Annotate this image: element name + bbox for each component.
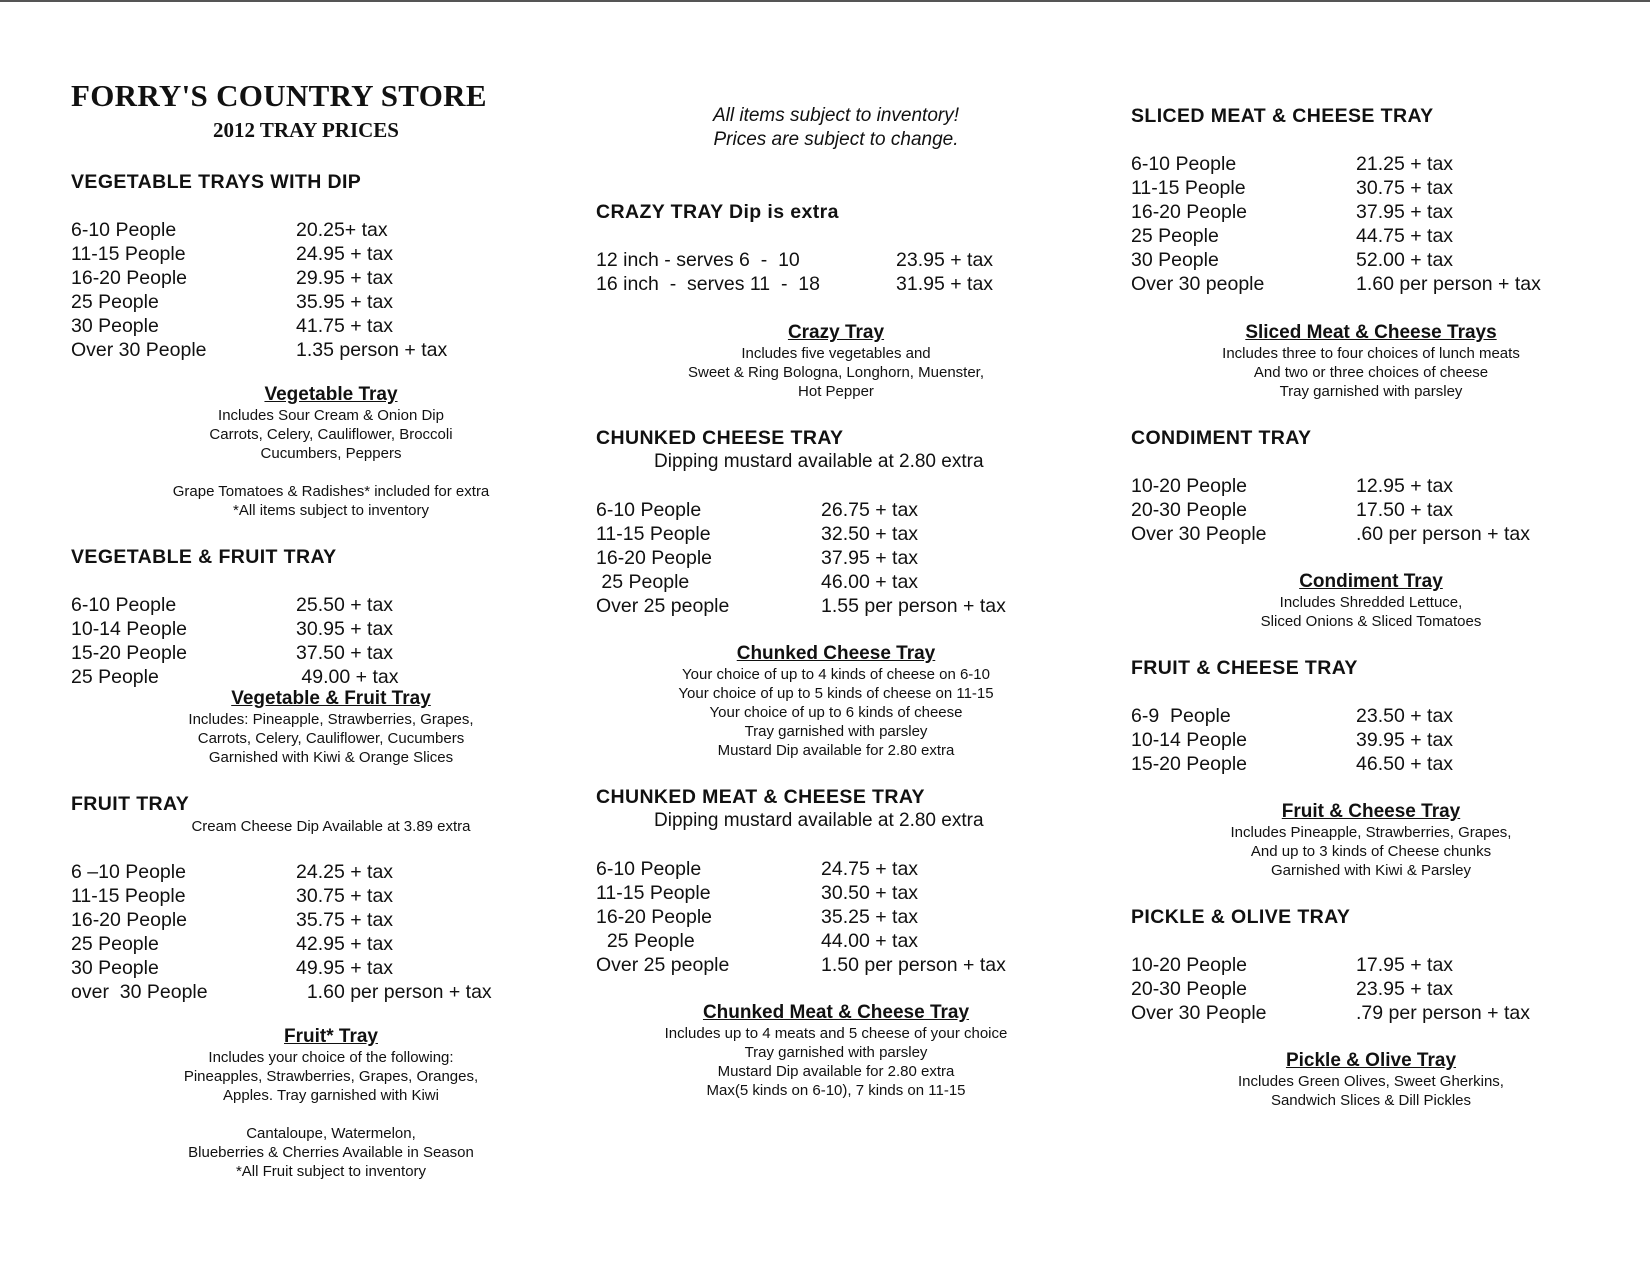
price-row [71, 956, 591, 980]
party-size: 6 –10 People [71, 861, 186, 883]
price: 17.95 + tax [1356, 954, 1454, 976]
section-vegetable-fruit-tray [71, 545, 591, 689]
price: 23.95 + tax [896, 249, 994, 271]
price-row [71, 665, 591, 689]
party-size: 30 People [71, 957, 159, 979]
price: 44.00 + tax [821, 930, 919, 952]
party-size: 25 People [596, 571, 690, 593]
price: 41.75 + tax [296, 315, 394, 337]
description-title: Chunked Meat & Cheese Tray [702, 1002, 970, 1023]
price: 1.60 per person + tax [296, 981, 492, 1003]
price-table [71, 860, 591, 1004]
description-title: Fruit* Tray [284, 1026, 378, 1047]
price: 1.35 person + tax [296, 339, 448, 361]
notice-line: All items subject to inventory! [712, 105, 960, 126]
party-size: 11-15 People [596, 523, 711, 545]
party-size: 16-20 People [1131, 201, 1248, 223]
section-title: FRUIT TRAY [71, 793, 190, 815]
price: 24.95 + tax [296, 243, 394, 265]
party-size: Over 25 people [596, 954, 730, 976]
party-size: Over 30 People [1131, 1002, 1267, 1024]
price-row [71, 242, 591, 266]
price: 44.75 + tax [1356, 225, 1454, 247]
party-size: 6-10 People [596, 858, 702, 880]
price-row [1131, 977, 1631, 1001]
description-line: Cucumbers, Peppers [260, 445, 402, 462]
section-condiment-tray [1131, 426, 1631, 546]
price-row [596, 570, 1096, 594]
price-table [1131, 704, 1631, 776]
price: 35.95 + tax [296, 291, 394, 313]
description-line: Includes your choice of the following: [208, 1049, 454, 1066]
pickle-olive-tray-description [1131, 1050, 1611, 1110]
description-line: Tray garnished with parsley [1279, 383, 1463, 400]
party-size: 12 inch - serves 6 - 10 [596, 249, 800, 271]
price-row [1131, 272, 1631, 296]
price-row [1131, 176, 1631, 200]
description-title: Vegetable & Fruit Tray [231, 688, 431, 709]
party-size: 20-30 People [1131, 499, 1248, 521]
description-line: Grape Tomatoes & Radishes* included for extra [172, 483, 490, 500]
description-title: Fruit & Cheese Tray [1281, 801, 1461, 822]
description-line: Includes: Pineapple, Strawberries, Grapes, [188, 711, 474, 728]
party-size: 16-20 People [71, 267, 188, 289]
price: 17.50 + tax [1356, 499, 1454, 521]
condiment-tray-description [1131, 571, 1611, 631]
party-size: 6-10 People [1131, 153, 1237, 175]
party-size: 6-9 People [1131, 705, 1231, 727]
crazy-tray-description [596, 322, 1076, 401]
price: 1.50 per person + tax [821, 954, 1006, 976]
section-title: FRUIT & CHEESE TRAY [1131, 657, 1358, 679]
description-line: Sliced Onions & Sliced Tomatoes [1260, 613, 1482, 630]
description-line: Garnished with Kiwi & Orange Slices [208, 749, 454, 766]
price: 20.25+ tax [296, 219, 388, 241]
party-size: 10-20 People [1131, 954, 1248, 976]
party-size: 6-10 People [71, 594, 177, 616]
description-line: Blueberries & Cherries Available in Season [188, 1144, 474, 1161]
description-line: Carrots, Celery, Cauliflower, Cucumbers [197, 730, 465, 747]
price: 37.95 + tax [821, 547, 919, 569]
description-line: Includes five vegetables and [741, 345, 931, 362]
description-line: Apples. Tray garnished with Kiwi [223, 1087, 439, 1104]
party-size: 15-20 People [1131, 753, 1248, 775]
party-size: Over 30 people [1131, 273, 1265, 295]
party-size: 20-30 People [1131, 978, 1248, 1000]
description-line: Max(5 kinds on 6-10), 7 kinds on 11-15 [706, 1082, 966, 1099]
price-row [1131, 498, 1631, 522]
section-fruit-cheese-tray [1131, 656, 1631, 776]
price-table [71, 593, 591, 689]
party-size: 6-10 People [596, 499, 702, 521]
price: 42.95 + tax [296, 933, 394, 955]
price-row [71, 908, 591, 932]
price-row [1131, 200, 1631, 224]
chunked-cheese-tray-description [596, 643, 1076, 760]
price: 24.75 + tax [821, 858, 919, 880]
price-row [596, 522, 1096, 546]
party-size: Over 30 People [71, 339, 207, 361]
party-size: 30 People [1131, 249, 1219, 271]
price: 31.95 + tax [896, 273, 994, 295]
price: .60 per person + tax [1356, 523, 1530, 545]
price-row [71, 884, 591, 908]
price-row [71, 314, 591, 338]
price: 12.95 + tax [1356, 475, 1454, 497]
party-size: 11-15 People [71, 243, 186, 265]
price: 23.50 + tax [1356, 705, 1454, 727]
price: 52.00 + tax [1356, 249, 1454, 271]
description-line: *All Fruit subject to inventory [235, 1163, 427, 1180]
party-size: 30 People [71, 315, 159, 337]
description-title: Condiment Tray [1299, 571, 1443, 592]
description-line: Sandwich Slices & Dill Pickles [1270, 1092, 1472, 1109]
section-title: VEGETABLE TRAYS WITH DIP [71, 171, 362, 193]
party-size: 10-20 People [1131, 475, 1248, 497]
description-line: Your choice of up to 4 kinds of cheese on 6-10 [682, 666, 990, 683]
description-line: Garnished with Kiwi & Parsley [1270, 862, 1472, 879]
price-row [1131, 152, 1631, 176]
section-sliced-meat-cheese-tray [1131, 104, 1631, 296]
price-row [71, 980, 591, 1004]
price: 30.75 + tax [1356, 177, 1454, 199]
price-row [596, 857, 1096, 881]
price-row [596, 498, 1096, 522]
vegetable-tray-description [71, 384, 591, 520]
description-line: Includes three to four choices of lunch meats [1222, 345, 1520, 362]
section-title: CHUNKED MEAT & CHEESE TRAY [596, 786, 925, 808]
price-row [71, 617, 591, 641]
price-row [71, 860, 591, 884]
description-line: Mustard Dip available for 2.80 extra [717, 1063, 955, 1080]
section-chunked-cheese-tray [596, 426, 1096, 618]
description-line: *All items subject to inventory [233, 502, 429, 519]
price-row [1131, 728, 1631, 752]
price: 24.25 + tax [296, 861, 394, 883]
description-line: Pineapples, Strawberries, Grapes, Oranges, [183, 1068, 479, 1085]
description-line: Includes Shredded Lettuce, [1279, 594, 1463, 611]
party-size: 11-15 People [596, 882, 711, 904]
party-size: 25 People [596, 930, 695, 952]
price-row [596, 881, 1096, 905]
price-row [1131, 752, 1631, 776]
price-row [596, 546, 1096, 570]
party-size: 10-14 People [1131, 729, 1248, 751]
price: 46.50 + tax [1356, 753, 1454, 775]
price-row [596, 248, 1096, 272]
inventory-notice [596, 104, 1076, 152]
description-line: Includes Sour Cream & Onion Dip [218, 407, 444, 424]
description-title: Sliced Meat & Cheese Trays [1245, 322, 1497, 343]
section-chunked-meat-cheese-tray [596, 785, 1096, 977]
description-line: Sweet & Ring Bologna, Longhorn, Muenster, [687, 364, 985, 381]
price-row [71, 593, 591, 617]
description-line: Includes Green Olives, Sweet Gherkins, [1238, 1073, 1504, 1090]
party-size: 16-20 People [71, 909, 188, 931]
description-line: Your choice of up to 5 kinds of cheese on 11-15 [678, 685, 994, 702]
description-line: Cantaloupe, Watermelon, [246, 1125, 416, 1142]
party-size: 25 People [71, 933, 159, 955]
price-row [596, 594, 1096, 618]
party-size: 16-20 People [596, 547, 713, 569]
party-size: over 30 People [71, 981, 208, 1003]
party-size: 11-15 People [71, 885, 186, 907]
party-size: Over 25 people [596, 595, 730, 617]
price-row [1131, 474, 1631, 498]
price-row [1131, 704, 1631, 728]
price: 37.95 + tax [1356, 201, 1454, 223]
price-row [1131, 522, 1631, 546]
top-border [0, 0, 1650, 2]
description-line: Includes Pineapple, Strawberries, Grapes, [1230, 824, 1512, 841]
price: 49.00 + tax [296, 666, 399, 688]
price-row [1131, 224, 1631, 248]
description-line: And up to 3 kinds of Cheese chunks [1250, 843, 1492, 860]
party-size: 16 inch - serves 11 - 18 [596, 273, 820, 295]
section-subtitle: Dipping mustard available at 2.80 extra [654, 451, 984, 472]
description-line: Tray garnished with parsley [744, 1044, 928, 1061]
price: 21.25 + tax [1356, 153, 1454, 175]
section-vegetable-trays [71, 170, 591, 362]
price-table [1131, 474, 1631, 546]
price-table [596, 857, 1096, 977]
section-title: CRAZY TRAY Dip is extra [596, 201, 839, 223]
party-size: 10-14 People [71, 618, 188, 640]
price: 1.55 per person + tax [821, 595, 1006, 617]
price-row [596, 929, 1096, 953]
price-row [71, 290, 591, 314]
price-table [596, 248, 1096, 296]
price-row [1131, 1001, 1631, 1025]
vegetable-fruit-tray-description [71, 688, 591, 767]
price: 30.75 + tax [296, 885, 394, 907]
section-subtitle: Cream Cheese Dip Available at 3.89 extra [191, 818, 471, 835]
party-size: Over 30 People [1131, 523, 1267, 545]
section-crazy-tray [596, 200, 1096, 296]
chunked-meat-cheese-tray-description [596, 1002, 1076, 1100]
fruit-tray-description [71, 1026, 591, 1181]
section-fruit-tray [71, 792, 591, 1004]
price-row [1131, 248, 1631, 272]
price: 23.95 + tax [1356, 978, 1454, 1000]
party-size: 25 People [1131, 225, 1219, 247]
description-line: Hot Pepper [798, 383, 874, 400]
price-row [596, 272, 1096, 296]
fruit-cheese-tray-description [1131, 801, 1611, 880]
section-subtitle: Dipping mustard available at 2.80 extra [654, 810, 984, 831]
store-name: FORRY'S COUNTRY STORE [71, 78, 487, 113]
description-title: Chunked Cheese Tray [736, 643, 936, 664]
description-line: Mustard Dip available for 2.80 extra [717, 742, 955, 759]
price-table [1131, 152, 1631, 296]
price-row [596, 905, 1096, 929]
price: 37.50 + tax [296, 642, 394, 664]
description-title: Pickle & Olive Tray [1285, 1050, 1457, 1071]
price: 46.00 + tax [821, 571, 919, 593]
price-row [71, 266, 591, 290]
description-line: Includes up to 4 meats and 5 cheese of your choice [664, 1025, 1008, 1042]
price-table [596, 498, 1096, 618]
price-list-subtitle: 2012 TRAY PRICES [213, 118, 399, 142]
spacer [71, 463, 591, 482]
section-title: PICKLE & OLIVE TRAY [1131, 906, 1351, 928]
party-size: 11-15 People [1131, 177, 1246, 199]
price: 30.95 + tax [296, 618, 394, 640]
price-row [71, 218, 591, 242]
description-title: Vegetable Tray [264, 384, 398, 405]
spacer [71, 1105, 591, 1124]
price: 35.25 + tax [821, 906, 919, 928]
party-size: 6-10 People [71, 219, 177, 241]
price-row [71, 932, 591, 956]
party-size: 25 People [71, 291, 159, 313]
section-title: SLICED MEAT & CHEESE TRAY [1131, 105, 1434, 127]
section-title: CONDIMENT TRAY [1131, 427, 1312, 449]
description-line: Tray garnished with parsley [744, 723, 928, 740]
section-title: CHUNKED CHEESE TRAY [596, 427, 844, 449]
price: 25.50 + tax [296, 594, 394, 616]
price-row [596, 953, 1096, 977]
price-table [71, 218, 591, 362]
party-size: 15-20 People [71, 642, 188, 664]
price: 29.95 + tax [296, 267, 394, 289]
price: 35.75 + tax [296, 909, 394, 931]
sliced-meat-cheese-tray-description [1131, 322, 1611, 401]
price: 30.50 + tax [821, 882, 919, 904]
description-line: Carrots, Celery, Cauliflower, Broccoli [209, 426, 453, 443]
price: 39.95 + tax [1356, 729, 1454, 751]
price-row [1131, 953, 1631, 977]
price: 32.50 + tax [821, 523, 919, 545]
price: 1.60 per person + tax [1356, 273, 1541, 295]
price: 49.95 + tax [296, 957, 394, 979]
description-line: And two or three choices of cheese [1253, 364, 1489, 381]
price-row [71, 641, 591, 665]
notice-line: Prices are subject to change. [713, 129, 959, 150]
price: 26.75 + tax [821, 499, 919, 521]
description-line: Your choice of up to 6 kinds of cheese [709, 704, 963, 721]
price: .79 per person + tax [1356, 1002, 1530, 1024]
description-title: Crazy Tray [787, 322, 885, 343]
section-pickle-olive-tray [1131, 905, 1631, 1025]
price-row [71, 338, 591, 362]
price-table [1131, 953, 1631, 1025]
party-size: 16-20 People [596, 906, 713, 928]
section-title: VEGETABLE & FRUIT TRAY [71, 546, 337, 568]
party-size: 25 People [71, 666, 159, 688]
